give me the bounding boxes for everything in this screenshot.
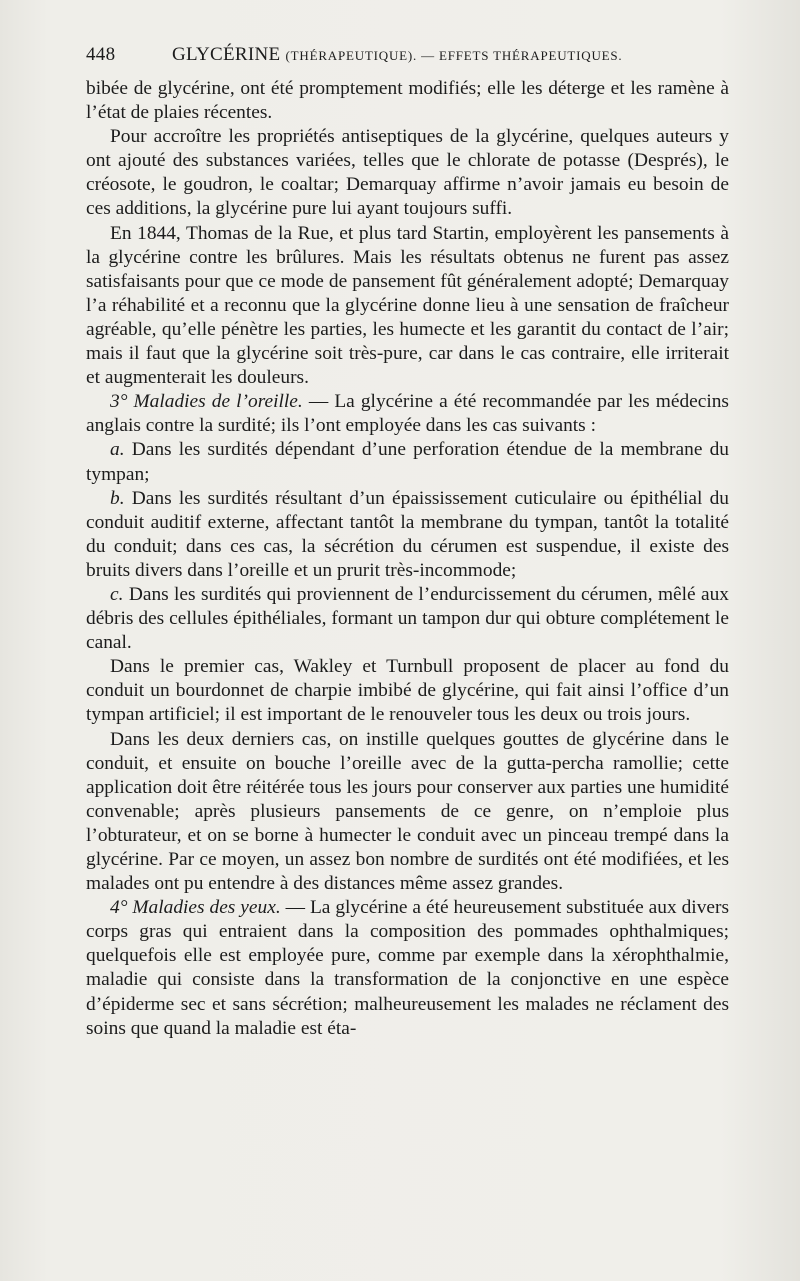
paragraph-text: Dans les surdités résultant d’un épaississement cuticulaire ou épithélial du conduit auditif externe, affectant tantôt la membrane du tympan, tantôt la totalité du conduit; dans ces cas, la sécrétion du cérumen est suspendue, il existe des bruits divers dans l’oreille et un prurit très-incommode; [86,487,729,581]
running-title-main: GLYCÉRINE [172,44,281,65]
paragraph [86,728,729,897]
paragraph [86,77,729,125]
section-heading: 4° Maladies des yeux. [110,897,281,919]
paragraph [86,222,729,391]
paragraph-text: bibée de glycérine, ont été promptement modifiés; elle les déterge et les ramène à l’état de plaies récentes. [86,78,729,124]
paragraph-text: Dans les surdités qui proviennent de l’endurcissement du cérumen, mêlé aux débris des cellules épithéliales, formant un tampon dur qui obture complétement le canal. [86,583,729,654]
paragraph [86,655,729,727]
body-text [86,77,729,1041]
paragraph-text: Dans le premier cas, Wakley et Turnbull proposent de placer au fond du conduit un bourdonnet de charpie imbibé de glycérine, qui fait ainsi l’office d’un tympan artificiel; il est important de le renouveler tous les deux ou trois jours. [86,656,729,726]
paragraph-text: — La glycérine a été heureusement substituée aux divers corps gras qui entraient dans la composition des pommades ophthalmiques; quelquefois elle est employée pure, comme par exemple dans la xérophthalmie, maladie qui consiste dans la transformation de la conjonctive en une espèce d’épiderme sec et sans sécrétion; malheureusement les malades ne réclament des soins que quand la maladie est éta- [86,897,729,1039]
running-title [172,44,622,66]
paragraph-text: Dans les surdités dépendant d’une perforation étendue de la membrane du tympan; [86,439,729,485]
paragraph-text: En 1844, Thomas de la Rue, et plus tard Startin, employèrent les pansements à la glycérine contre les brûlures. Mais les résultats obtenus ne furent pas assez satisfaisants pour que ce mode de pansement fût généralement adopté; Demarquay l’a réhabilité et a reconnu que la glycérine donne lieu à une sensation de fraîcheur agréable, qu’elle pénètre les parties, les humecte et les garantit du contact de l’air; mais il faut que la glycérine soit très-pure, car dans le cas contraire, elle irriterait et augmenterait les douleurs. [86,222,729,389]
paragraph [86,125,729,221]
paragraph-text: — La glycérine a été recommandée par les médecins anglais contre la surdité; ils l’ont employée dans les cas suivants : [86,391,729,437]
running-title-sub: (THÉRAPEUTIQUE). — EFFETS THÉRAPEUTIQUES. [285,48,623,63]
list-item-a [86,438,729,486]
section-eye-diseases [86,896,729,1041]
section-heading: 3° Maladies de l’oreille. [110,391,303,413]
paragraph-text: Dans les deux derniers cas, on instille quelques gouttes de glycérine dans le conduit, et ensuite on bouche l’oreille avec de la gutta-percha ramollie; cette application doit être réitérée tous les jours pour conserver aux parties une humidité convenable; après plusieurs pansements de ce genre, on n’emploie plus l’obturateur, et on se borne à humecter le conduit avec un pinceau trempé dans la glycérine. Par ce moyen, un assez bon nombre de surdités ont été modifiées, et les malades ont pu entendre à des distances même assez grandes. [86,728,729,895]
list-marker: b. [110,487,125,509]
paragraph-text: Pour accroître les propriétés antiseptiques de la glycérine, quelques auteurs y ont ajouté des substances variées, telles que le chlorate de potasse (Després), le créosote, le goudron, le coaltar; Demarquay affirme n’avoir jamais eu besoin de ces additions, la glycérine pure lui ayant toujours suffi. [86,126,729,220]
list-marker: a. [110,439,125,461]
page-number: 448 [86,44,116,65]
list-item-b [86,487,729,583]
list-marker: c. [110,583,124,605]
section-ear-diseases [86,390,729,438]
list-item-c [86,583,729,655]
running-header [86,44,736,70]
